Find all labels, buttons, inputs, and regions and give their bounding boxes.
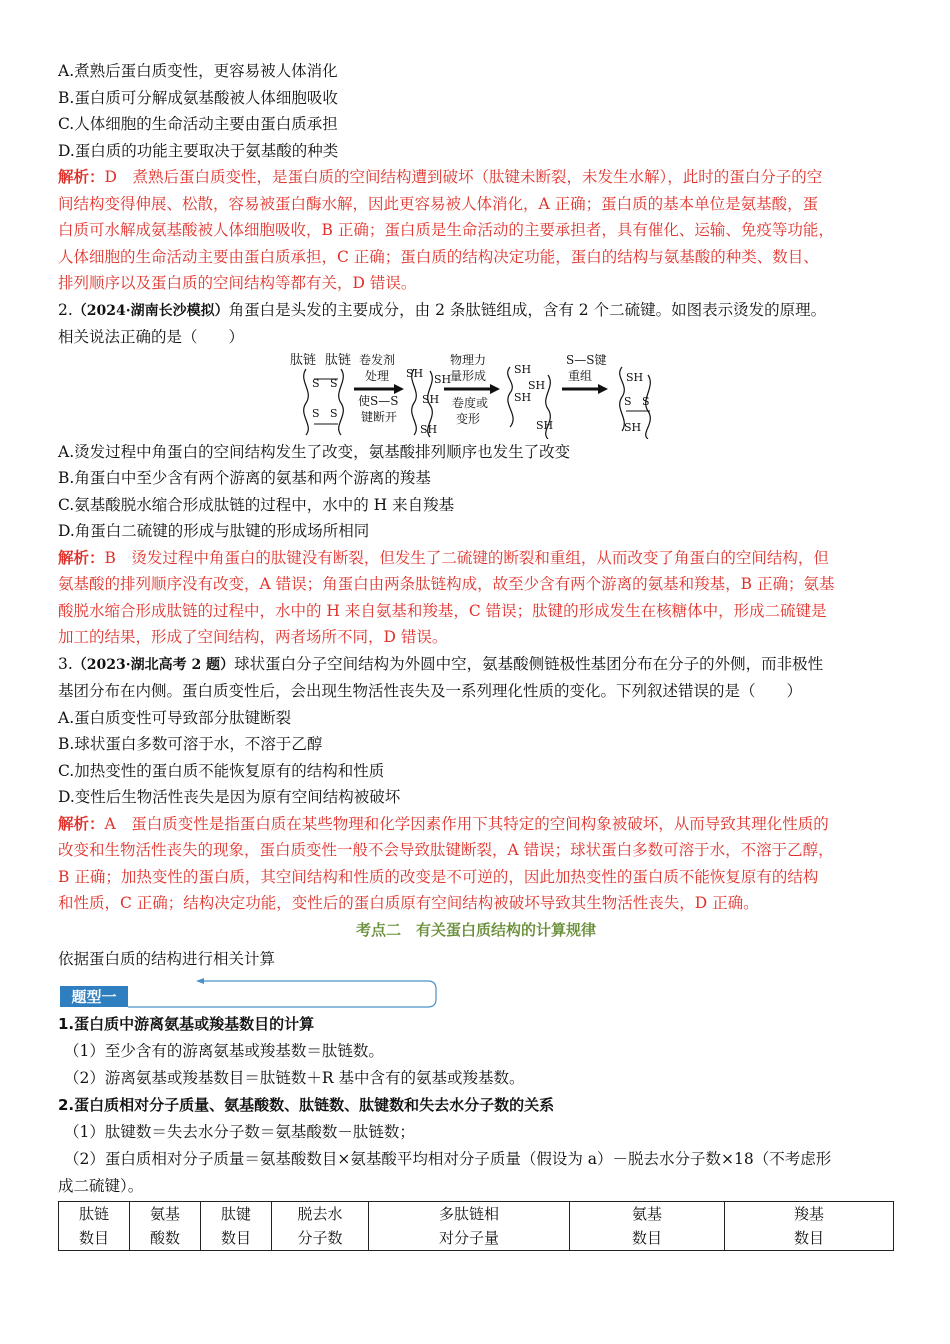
q1-option-c: C.人体细胞的生命活动主要由蛋白质承担 <box>58 115 338 133</box>
table-header-cell: 氨基 酸数 <box>130 1202 201 1251</box>
q3-option-a: A.蛋白质变性可导致部分肽键断裂 <box>58 708 292 727</box>
q3-analysis-line: 和性质，C 正确；结构决定功能，变性后的蛋白质原有空间结构被破坏导致其生物活性丧失，D 正确。 <box>58 894 759 912</box>
thiol: SH <box>514 362 532 376</box>
perm-diagram <box>58 353 894 439</box>
banner-arrow-icon <box>196 978 204 984</box>
q3-options <box>58 705 894 811</box>
thiol: SH <box>406 366 424 380</box>
table-header-cell: 脱去水 分子数 <box>272 1202 369 1251</box>
step1-top: 卷发剂 <box>359 352 396 367</box>
q1-options <box>58 58 894 164</box>
table-row <box>59 1202 894 1251</box>
q2-analysis-line: 氨基酸的排列顺序没有改变，A 错误；角蛋白由两条肽链构成，故至少含有两个游离的氨基和羧基，B 正确；氨基 <box>58 575 835 593</box>
thiol: SH <box>514 390 532 404</box>
q1-option-a: A.煮熟后蛋白质变性，更容易被人体消化 <box>58 62 338 80</box>
type-banner <box>58 977 894 1011</box>
thiol: SH <box>528 378 546 392</box>
chain-left <box>304 369 309 435</box>
type-banner-svg <box>58 977 894 1011</box>
q2-options <box>58 439 894 545</box>
q2-option-b: B.角蛋白中至少含有两个游离的氨基和两个游离的羧基 <box>58 469 431 487</box>
q3-analysis-line: A 蛋白质变性是指蛋白质在某些物理和化学因素作用下其特定的空间构象被破坏，从而导致其理化性质的 <box>104 814 829 833</box>
rule2-item: （1）肽键数＝失去水分子数＝氨基酸数－肽链数； <box>64 1122 415 1141</box>
q3-analysis-line: B 正确；加热变性的蛋白质，其空间结构和性质的改变是不可逆的，因此加热变性的蛋白质不能恢复原有的结构 <box>58 867 819 886</box>
sulfur: S <box>312 376 320 390</box>
perm-diagram-svg <box>58 353 894 439</box>
sulfur: S <box>330 406 338 420</box>
step1-top: 处理 <box>365 368 390 383</box>
sulfur: S <box>642 394 650 408</box>
q3-option-c: C.加热变性的蛋白质不能恢复原有的结构和性质 <box>58 761 385 780</box>
q3-stem-text: 球状蛋白分子空间结构为外圆中空，氨基酸侧链极性基团分布在分子的外侧，而非极性 <box>234 654 824 673</box>
q2-analysis-line: B 烫发过程中角蛋白的肽键没有断裂，但发生了二硫键的断裂和重组，从而改变了角蛋白的空间结构，但 <box>104 548 829 567</box>
rule1-item: （1）至少含有的游离氨基或羧基数＝肽链数。 <box>64 1041 384 1060</box>
section-subtitle: 依据蛋白质的结构进行相关计算 <box>58 949 276 968</box>
table-header-cell: 多肽链相 对分子量 <box>369 1202 570 1251</box>
q3-option-d: D.变性后生物活性丧失是因为原有空间结构被破坏 <box>58 788 401 806</box>
chain-right <box>339 369 344 435</box>
table-header-cell: 肽链 数目 <box>59 1202 130 1251</box>
table-header-cell: 羧基 数目 <box>725 1202 894 1251</box>
step1-bottom: 键断开 <box>361 409 398 424</box>
q1-analysis-line: 排列顺序以及蛋白质的空间结构等都有关，D 错误。 <box>58 274 417 292</box>
thiol: SH <box>420 422 438 436</box>
chain-label-1: 肽链 <box>290 352 317 368</box>
section-title: 考点二 有关蛋白质结构的计算规律 <box>355 920 596 939</box>
table-header-cell: 氨基 数目 <box>570 1202 725 1251</box>
q1-analysis-line: 白质可水解成氨基酸被人体细胞吸收，B 正确；蛋白质是生命活动的主要承担者，具有催化、运输、免疫等功能， <box>58 221 834 239</box>
chain-label-2: 肽链 <box>325 352 352 368</box>
q3-stem-text: 基团分布在内侧。蛋白质变性后，会出现生物活性丧失及一系列理化性质的变化。下列叙述错误的是（ ） <box>58 682 803 700</box>
step2-bottom: 卷度或 <box>452 395 489 410</box>
arrow-3-head <box>598 384 608 394</box>
document-page <box>58 58 894 1251</box>
sulfur: S <box>624 394 632 408</box>
q3-analysis-label: 解析： <box>58 813 105 833</box>
rule2-item: （2）蛋白质相对分子质量＝氨基酸数目×氨基酸平均相对分子质量（假设为 a）－脱去水分子数×18（不考虑形 <box>64 1149 832 1168</box>
q3-source: （2023·湖北高考 2 题） <box>72 656 235 673</box>
rule2-head: 2.蛋白质相对分子质量、氨基酸数、肽链数、肽键数和失去水分子数的关系 <box>58 1095 555 1114</box>
q1-option-b: B.蛋白质可分解成氨基酸被人体细胞吸收 <box>58 88 338 107</box>
q2-number: 2. <box>58 300 73 319</box>
q2-analysis-line: 加工的结果，形成了空间结构，两者场所不同，D 错误。 <box>58 628 448 646</box>
q1-option-d: D.蛋白质的功能主要取决于氨基酸的种类 <box>58 141 339 160</box>
q2-option-d: D.角蛋白二硫键的形成与肽键的形成场所相同 <box>58 522 370 540</box>
q2-option-c: C.氨基酸脱水缩合形成肽链的过程中，水中的 H 来自羧基 <box>58 495 455 514</box>
q2-analysis-line: 酸脱水缩合形成肽链的过程中，水中的 H 来自氨基和羧基，C 错误；肽键的形成发生在核糖体中，形成二硫键是 <box>58 601 827 620</box>
type-badge-label: 题型一 <box>71 987 117 1006</box>
step2-top: 物理力 <box>450 352 487 367</box>
q1-analysis <box>58 164 894 297</box>
rule1-head: 1.蛋白质中游离氨基或羧基数目的计算 <box>58 1014 315 1033</box>
rule2-item: 成二硫键）。 <box>58 1176 144 1195</box>
q1-analysis-line: 人体细胞的生命活动主要由蛋白质承担，C 正确；蛋白质的结构决定功能，蛋白的结构与氨基酸的种类、数目、 <box>58 247 819 266</box>
q3-stem <box>58 651 894 705</box>
thiol: SH <box>536 418 554 432</box>
thiol: SH <box>434 372 452 386</box>
sulfur: S <box>312 406 320 420</box>
q2-stem <box>58 297 894 351</box>
rule1-item: （2）游离氨基或羧基数目＝肽链数＋R 基中含有的氨基或羧基数。 <box>64 1068 525 1087</box>
table-header-cell: 肽键 数目 <box>201 1202 272 1251</box>
step1-bottom: 使S—S <box>358 393 399 408</box>
step3-top: 重组 <box>568 368 593 383</box>
q2-source: （2024·湖南长沙模拟） <box>72 302 229 319</box>
q1-analysis-line: D 煮熟后蛋白质变性，是蛋白质的空间结构遭到破坏（肽键未断裂，未发生水解），此时的蛋白分子的空 <box>104 168 823 186</box>
q3-option-b: B.球状蛋白多数可溶于水，不溶于乙醇 <box>58 735 323 753</box>
q3-analysis-line: 改变和生物活性丧失的现象，蛋白质变性一般不会导致肽键断裂，A 错误；球状蛋白多数可溶于水，不溶于乙醇， <box>58 841 834 859</box>
q2-analysis-label: 解析： <box>58 547 105 567</box>
q2-analysis <box>58 545 894 651</box>
q2-stem-text: 角蛋白是头发的主要成分，由 2 条肽链组成，含有 2 个二硫键。如图表示烫发的原理。 <box>228 300 827 319</box>
q3-number: 3. <box>58 654 73 673</box>
q2-option-a: A.烫发过程中角蛋白的空间结构发生了改变，氨基酸排列顺序也发生了改变 <box>58 442 571 461</box>
sulfur: S <box>330 376 338 390</box>
step2-top: 量形成 <box>450 368 487 383</box>
banner-outline <box>128 981 436 1007</box>
arrow-1-head <box>394 384 404 394</box>
thiol: SH <box>624 420 642 434</box>
q1-analysis-label: 解析： <box>58 167 105 186</box>
calc-table <box>58 1201 894 1251</box>
q1-analysis-line: 间结构变得伸展、松散，容易被蛋白酶水解，因此更容易被人体消化，A 正确；蛋白质的基本单位是氨基酸，蛋 <box>58 194 819 213</box>
step2-bottom: 变形 <box>456 411 481 426</box>
chain-left <box>508 367 513 427</box>
arrow-2-head <box>490 384 500 394</box>
thiol: SH <box>626 370 644 384</box>
step3-top: S—S键 <box>566 352 607 367</box>
q3-analysis <box>58 811 894 917</box>
q2-stem-text: 相关说法正确的是（ ） <box>58 328 245 346</box>
thiol: SH <box>422 392 440 406</box>
